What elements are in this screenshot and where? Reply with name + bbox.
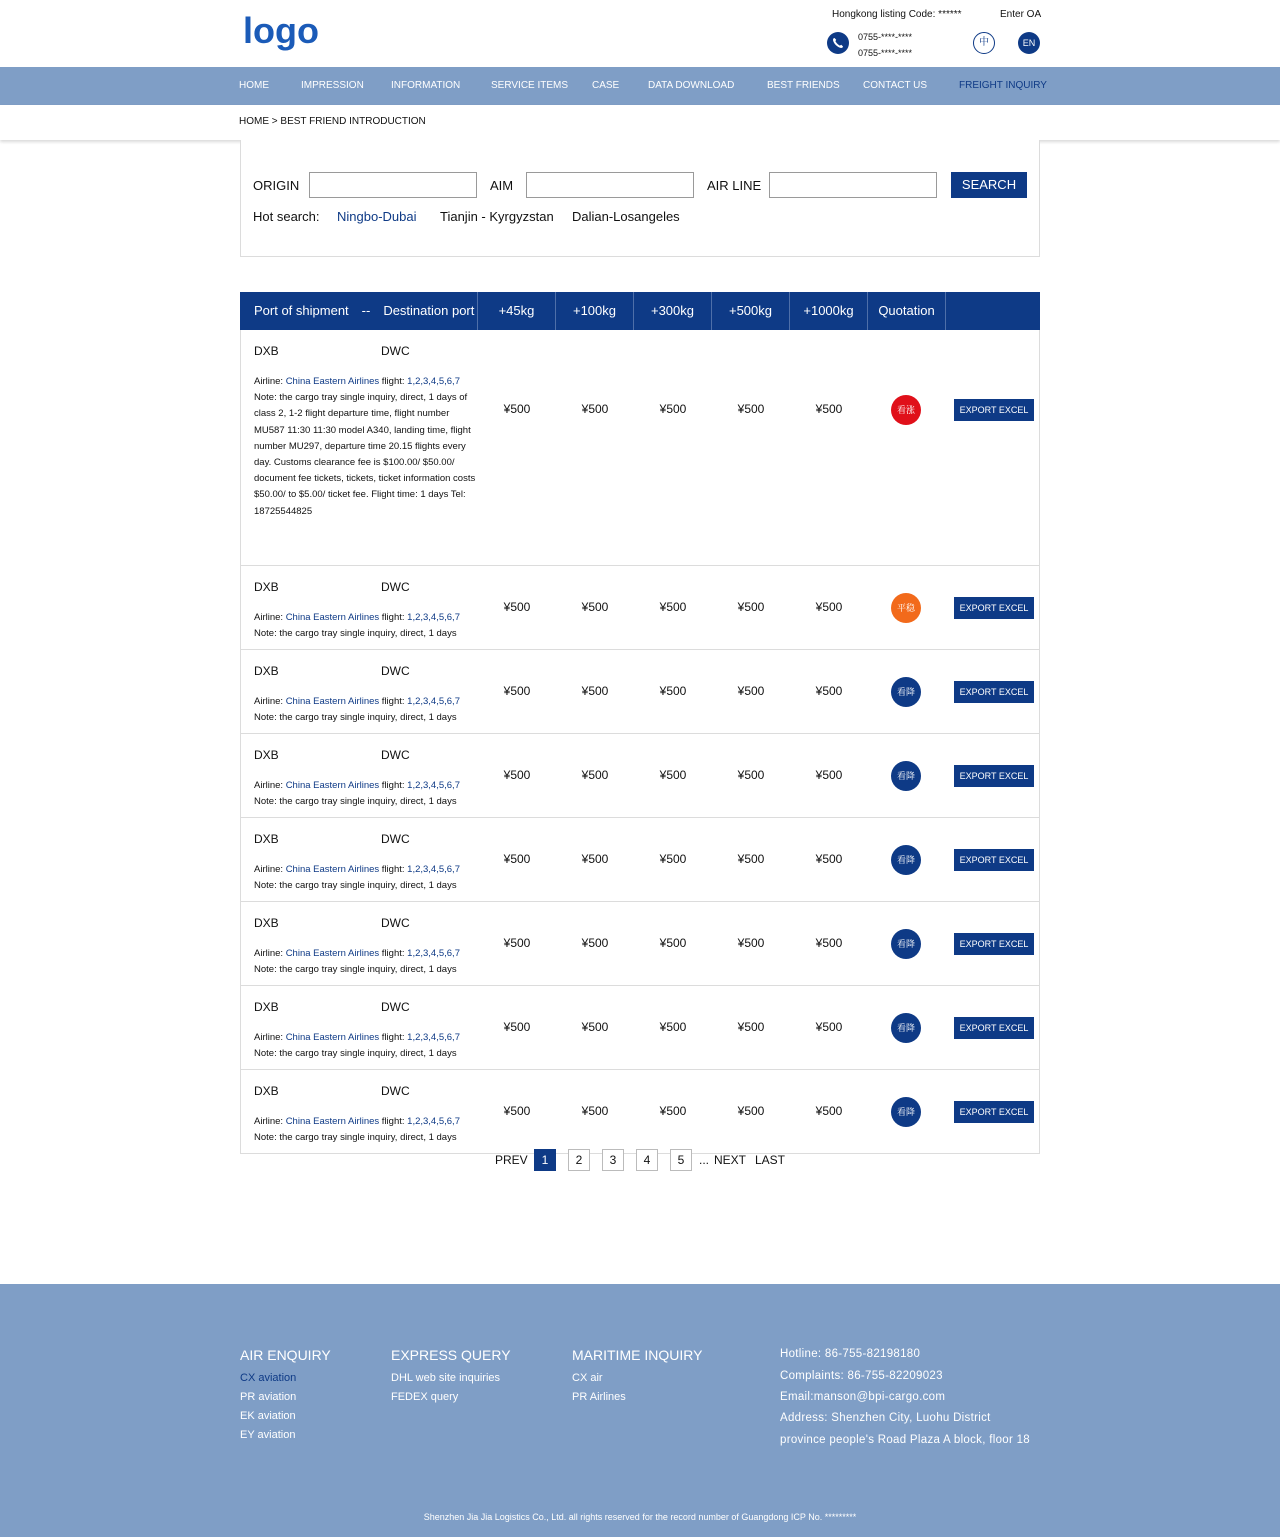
quotation-trend-badge: 看降 (891, 1097, 921, 1127)
breadcrumb-bar (0, 105, 1280, 140)
price-cell: ¥500 (503, 402, 531, 416)
footer-address-line-2: province people's Road Plaza A block, floor 18 (780, 1434, 1030, 1446)
nav-service-items[interactable]: SERVICE ITEMS (491, 80, 569, 91)
col-header-1000kg: +1000kg (789, 292, 867, 330)
origin-port: DXB (254, 1000, 279, 1014)
price-cell: ¥500 (737, 1104, 765, 1118)
price-cell: ¥500 (659, 1020, 687, 1034)
price-cell: ¥500 (581, 936, 609, 950)
price-cell: ¥500 (815, 936, 843, 950)
price-cell: ¥500 (737, 600, 765, 614)
flight-note: Note: the cargo tray single inquiry, direct, 1 days (254, 964, 457, 976)
flight-note: Note: the cargo tray single inquiry, direct, 1 days (254, 1132, 457, 1144)
price-cell: ¥500 (815, 684, 843, 698)
flight-days: 1,2,3,4,5,6,7 (407, 948, 460, 959)
airline-name[interactable]: China Eastern Airlines (285, 864, 380, 875)
price-cell: ¥500 (659, 684, 687, 698)
destination-port: DWC (381, 832, 410, 846)
flight-note: Note: the cargo tray single inquiry, direct, 1 days (254, 1048, 457, 1060)
table-body (240, 330, 1040, 1154)
origin-label: ORIGIN (253, 178, 300, 193)
price-cell: ¥500 (815, 1104, 843, 1118)
nav-home[interactable]: HOME (239, 80, 269, 91)
airline-label: Airline: (254, 864, 284, 875)
price-cell: ¥500 (503, 768, 531, 782)
footer-link[interactable]: EK aviation (240, 1410, 296, 1422)
page-1-button[interactable]: 1 (534, 1149, 556, 1171)
quotation-trend-badge: 平稳 (891, 593, 921, 623)
price-cell: ¥500 (581, 1104, 609, 1118)
flight-label: flight: (381, 376, 405, 387)
footer-address-line-1: Address: Shenzhen City, Luohu District (780, 1412, 991, 1424)
nav-best-friends[interactable]: BEST FRIENDS (767, 80, 840, 91)
price-cell: ¥500 (503, 1020, 531, 1034)
pagination-ellipsis: ... (699, 1153, 710, 1167)
nav-contact-us[interactable]: CONTACT US (863, 80, 928, 91)
price-cell: ¥500 (503, 1104, 531, 1118)
export-excel-button[interactable]: EXPORT EXCEL (954, 681, 1034, 703)
export-excel-button[interactable]: EXPORT EXCEL (954, 849, 1034, 871)
price-cell: ¥500 (659, 1104, 687, 1118)
airline-label: Airline: (254, 948, 284, 959)
footer-link[interactable]: FEDEX query (391, 1391, 459, 1403)
price-cell: ¥500 (737, 936, 765, 950)
price-cell: ¥500 (737, 768, 765, 782)
footer-link[interactable]: CX air (572, 1372, 603, 1384)
destination-port: DWC (381, 1084, 410, 1098)
prev-page-button[interactable]: PREV (495, 1153, 528, 1167)
pagination (0, 1149, 1280, 1171)
export-excel-button[interactable]: EXPORT EXCEL (954, 597, 1034, 619)
flight-label: flight: (381, 612, 405, 623)
airline-input[interactable] (769, 172, 937, 198)
flight-info (254, 1114, 480, 1146)
origin-port: DXB (254, 916, 279, 930)
price-cell: ¥500 (815, 402, 843, 416)
phone-icon-glyph (827, 32, 849, 54)
phone-number: 0755-****-**** (858, 48, 913, 58)
airline-name[interactable]: China Eastern Airlines (285, 948, 380, 959)
destination-port: DWC (381, 664, 410, 678)
table-row (240, 902, 1040, 986)
footer-maritime-inquiry-title: MARITIME INQUIRY (572, 1347, 703, 1363)
export-excel-button[interactable]: EXPORT EXCEL (954, 399, 1034, 421)
airline-name[interactable]: China Eastern Airlines (285, 780, 380, 791)
price-cell: ¥500 (737, 852, 765, 866)
airline-name[interactable]: China Eastern Airlines (285, 1116, 380, 1127)
quotation-trend-badge: 看降 (891, 929, 921, 959)
flight-note: Note: the cargo tray single inquiry, direct, 1 days (254, 796, 457, 808)
table-header (240, 292, 1040, 330)
flight-info (254, 374, 480, 520)
destination-port: DWC (381, 344, 410, 358)
airline-label: Airline: (254, 696, 284, 707)
freight-table (240, 292, 1040, 1154)
origin-port: DXB (254, 748, 279, 762)
aim-label: AIM (490, 178, 514, 193)
airline-label: Airline: (254, 612, 284, 623)
price-cell: ¥500 (581, 1020, 609, 1034)
lang-zh-button[interactable]: 中 (973, 32, 995, 54)
page-5-button[interactable]: 5 (670, 1149, 692, 1171)
footer-hotline: Hotline: 86-755-82198180 (780, 1348, 921, 1360)
col-header-45kg: +45kg (477, 292, 555, 330)
footer-air-enquiry-title: AIR ENQUIRY (240, 1347, 331, 1363)
origin-port: DXB (254, 832, 279, 846)
main-nav (0, 67, 1280, 105)
footer-link[interactable]: DHL web site inquiries (391, 1372, 501, 1384)
footer-link[interactable]: CX aviation (240, 1372, 297, 1384)
price-cell: ¥500 (815, 600, 843, 614)
flight-note: Note: the cargo tray single inquiry, direct, 1 days of class 2, 1-2 flight departure time, flight number MU587 11:30 11:30 model A340, landing time, flight number MU297, departure time 20.15 flights every day. Customs clearance fee is $100.00/ $50.00/ document fee tickets, tickets, ticket information costs $50.00/ to $5.00/ ticket fee. Flight time: 1 days Tel: 18725544825 (254, 392, 476, 517)
export-excel-button[interactable]: EXPORT EXCEL (954, 1017, 1034, 1039)
nav-information[interactable]: INFORMATION (391, 80, 461, 91)
search-panel (240, 140, 1040, 257)
hot-search-label: Hot search: (253, 209, 320, 224)
footer-link[interactable]: PR Airlines (572, 1391, 626, 1403)
price-cell: ¥500 (581, 852, 609, 866)
price-cell: ¥500 (581, 768, 609, 782)
nav-impression[interactable]: IMPRESSION (301, 80, 364, 91)
price-cell: ¥500 (581, 684, 609, 698)
price-cell: ¥500 (737, 402, 765, 416)
col-header-500kg: +500kg (711, 292, 789, 330)
airline-label: Airline: (254, 1032, 284, 1043)
price-cell: ¥500 (503, 684, 531, 698)
last-page-button[interactable]: LAST (755, 1153, 786, 1167)
logo[interactable]: logo (243, 10, 319, 51)
table-row (240, 650, 1040, 734)
quotation-trend-badge: 看降 (891, 677, 921, 707)
airline-name[interactable]: China Eastern Airlines (285, 612, 380, 623)
hot-search-link[interactable]: Tianjin - Kyrgyzstan (440, 209, 554, 224)
footer (0, 1284, 1280, 1537)
price-cell: ¥500 (659, 768, 687, 782)
table-row (240, 734, 1040, 818)
flight-info (254, 778, 480, 810)
price-cell: ¥500 (659, 402, 687, 416)
next-page-button[interactable]: NEXT (714, 1153, 747, 1167)
quotation-trend-badge: 看降 (891, 845, 921, 875)
airline-name[interactable]: China Eastern Airlines (285, 696, 380, 707)
airline-name[interactable]: China Eastern Airlines (285, 1032, 380, 1043)
airline-label: Airline: (254, 780, 284, 791)
airline-label: AIR LINE (707, 178, 762, 193)
table-row (240, 330, 1040, 566)
airline-label: Airline: (254, 1116, 284, 1127)
flight-label: flight: (381, 864, 405, 875)
destination-port: DWC (381, 748, 410, 762)
price-cell: ¥500 (581, 600, 609, 614)
flight-info (254, 1030, 480, 1062)
footer-link[interactable]: EY aviation (240, 1429, 296, 1441)
flight-days: 1,2,3,4,5,6,7 (407, 696, 460, 707)
page-4-button[interactable]: 4 (636, 1149, 658, 1171)
nav-freight-inquiry[interactable]: FREIGHT INQUIRY (959, 80, 1047, 91)
page-2-button[interactable]: 2 (568, 1149, 590, 1171)
destination-port: DWC (381, 916, 410, 930)
origin-port: DXB (254, 1084, 279, 1098)
col-header-port: Port of shipment -- Destination port (254, 303, 475, 318)
price-cell: ¥500 (659, 600, 687, 614)
price-cell: ¥500 (737, 684, 765, 698)
nav-data-download[interactable]: DATA DOWNLOAD (648, 80, 735, 91)
price-cell: ¥500 (503, 600, 531, 614)
flight-label: flight: (381, 780, 405, 791)
footer-complaints: Complaints: 86-755-82209023 (780, 1370, 943, 1382)
price-cell: ¥500 (659, 936, 687, 950)
flight-info (254, 946, 480, 978)
flight-note: Note: the cargo tray single inquiry, direct, 1 days (254, 880, 457, 892)
flight-label: flight: (381, 948, 405, 959)
phone-number: 0755-****-**** (858, 32, 913, 42)
flight-info (254, 862, 480, 894)
phone-numbers (858, 29, 912, 61)
price-cell: ¥500 (659, 852, 687, 866)
listing-code: Hongkong listing Code: ****** (832, 9, 962, 20)
flight-days: 1,2,3,4,5,6,7 (407, 1032, 460, 1043)
origin-port: DXB (254, 344, 279, 358)
airline-label: Airline: (254, 376, 284, 387)
export-excel-button[interactable]: EXPORT EXCEL (954, 765, 1034, 787)
lang-en-button[interactable]: EN (1018, 32, 1040, 54)
flight-days: 1,2,3,4,5,6,7 (407, 376, 460, 387)
col-header-100kg: +100kg (555, 292, 633, 330)
table-row (240, 1070, 1040, 1154)
price-cell: ¥500 (581, 402, 609, 416)
table-row (240, 986, 1040, 1070)
price-cell: ¥500 (503, 852, 531, 866)
hot-search-link[interactable]: Dalian-Losangeles (572, 209, 680, 224)
destination-port: DWC (381, 580, 410, 594)
table-row (240, 566, 1040, 650)
col-header-action (945, 292, 1040, 330)
flight-label: flight: (381, 1116, 405, 1127)
flight-label: flight: (381, 696, 405, 707)
enter-oa-link[interactable]: Enter OA (1000, 9, 1042, 20)
flight-days: 1,2,3,4,5,6,7 (407, 780, 460, 791)
breadcrumb[interactable]: HOME > BEST FRIEND INTRODUCTION (239, 116, 426, 127)
price-cell: ¥500 (737, 1020, 765, 1034)
col-header-300kg: +300kg (633, 292, 711, 330)
page-3-button[interactable]: 3 (602, 1149, 624, 1171)
price-cell: ¥500 (815, 1020, 843, 1034)
flight-label: flight: (381, 1032, 405, 1043)
flight-days: 1,2,3,4,5,6,7 (407, 864, 460, 875)
footer-link[interactable]: PR aviation (240, 1391, 297, 1403)
aim-input[interactable] (526, 172, 694, 198)
table-row (240, 818, 1040, 902)
airline-name[interactable]: China Eastern Airlines (285, 376, 380, 387)
col-header-quotation: Quotation (867, 292, 945, 330)
price-cell: ¥500 (815, 852, 843, 866)
origin-input[interactable] (309, 172, 477, 198)
flight-info (254, 694, 480, 726)
origin-port: DXB (254, 664, 279, 678)
header (0, 0, 1280, 67)
copyright: Shenzhen Jia Jia Logistics Co., Ltd. all rights reserved for the record number of Guangdong ICP No. ********* (423, 1512, 857, 1522)
flight-days: 1,2,3,4,5,6,7 (407, 1116, 460, 1127)
footer-email[interactable]: Email:manson@bpi-cargo.com (780, 1391, 946, 1403)
footer-express-query-title: EXPRESS QUERY (391, 1347, 511, 1363)
origin-port: DXB (254, 580, 279, 594)
export-excel-button[interactable]: EXPORT EXCEL (954, 933, 1034, 955)
quotation-trend-badge: 看降 (891, 1013, 921, 1043)
flight-days: 1,2,3,4,5,6,7 (407, 612, 460, 623)
quotation-trend-badge: 看涨 (891, 395, 921, 425)
export-excel-button[interactable]: EXPORT EXCEL (954, 1101, 1034, 1123)
nav-case[interactable]: CASE (592, 80, 620, 91)
flight-info (254, 610, 480, 642)
hot-search-link[interactable]: Ningbo-Dubai (337, 209, 417, 224)
price-cell: ¥500 (503, 936, 531, 950)
flight-note: Note: the cargo tray single inquiry, direct, 1 days (254, 628, 457, 640)
flight-note: Note: the cargo tray single inquiry, direct, 1 days (254, 712, 457, 724)
quotation-trend-badge: 看降 (891, 761, 921, 791)
phone-icon (827, 32, 849, 54)
destination-port: DWC (381, 1000, 410, 1014)
search-button[interactable]: SEARCH (951, 172, 1027, 198)
price-cell: ¥500 (815, 768, 843, 782)
